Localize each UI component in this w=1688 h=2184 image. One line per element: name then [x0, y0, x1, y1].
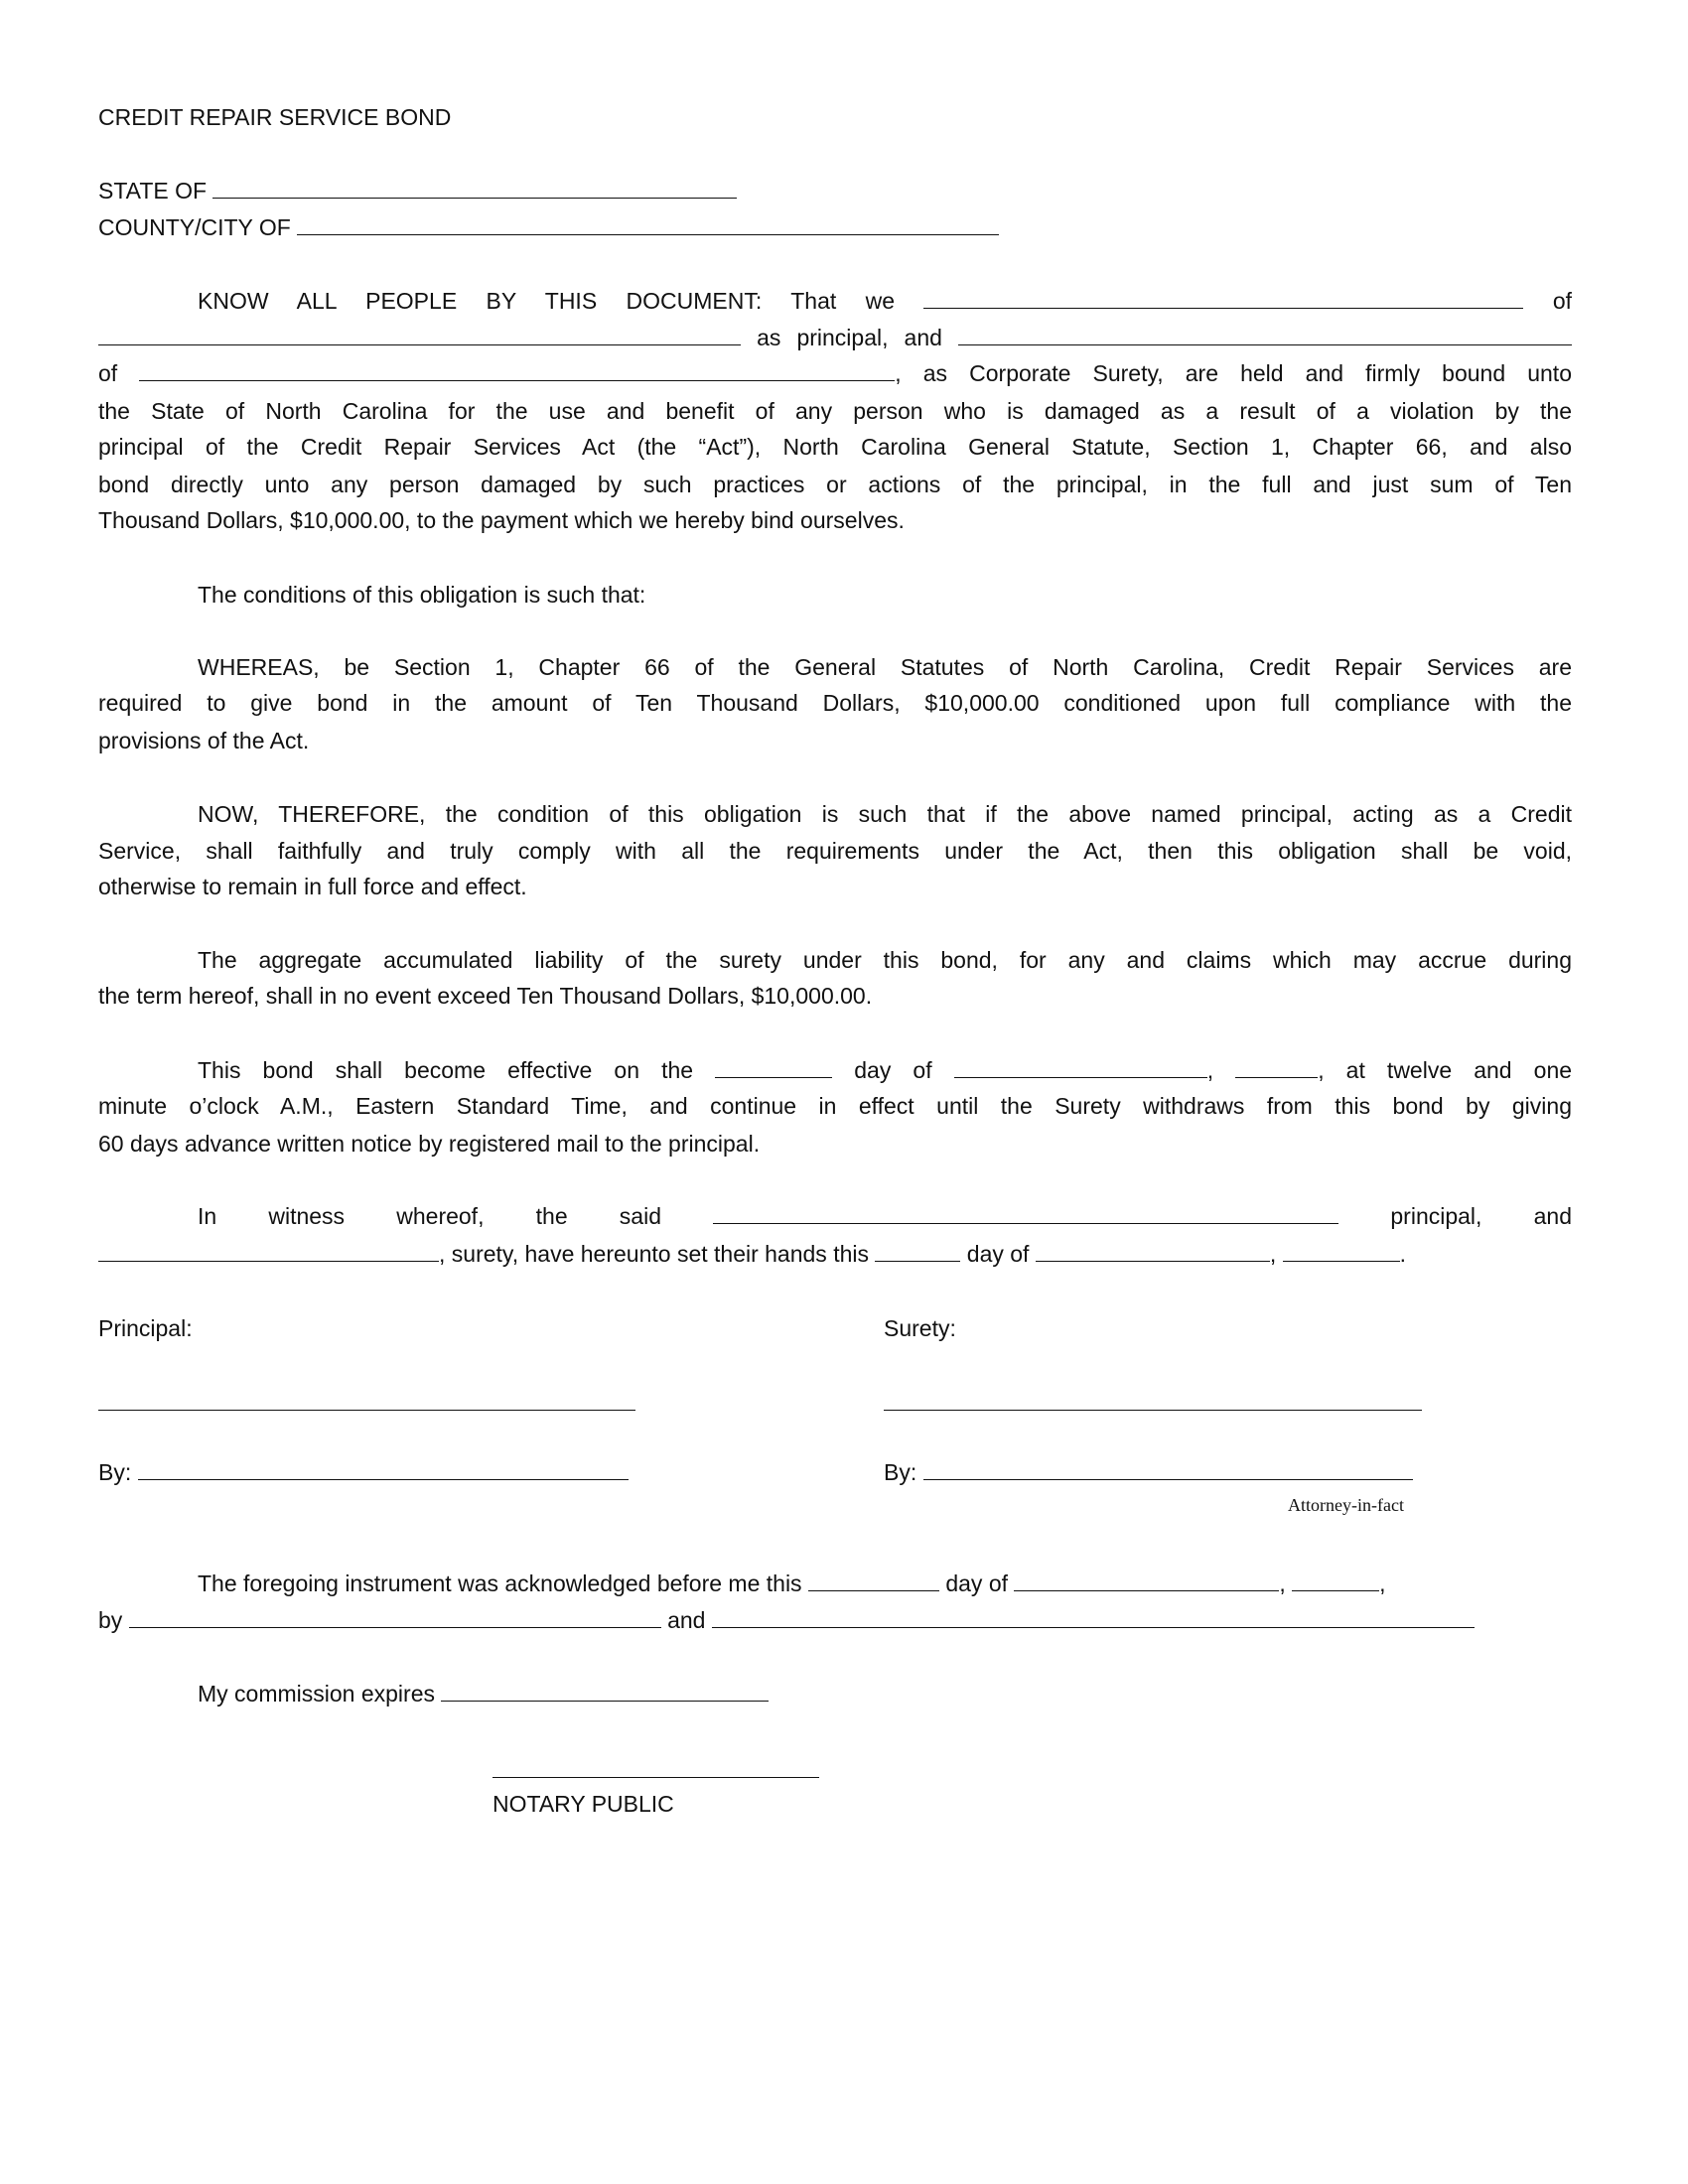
surety-label: Surety:	[884, 1315, 956, 1341]
text: day of	[854, 1057, 932, 1083]
know-line-7: Thousand Dollars, $10,000.00, to the payment which we hereby bind ourselves.	[98, 507, 905, 533]
principal-label: Principal:	[98, 1315, 193, 1341]
principal-address-blank[interactable]	[98, 323, 741, 345]
text: ,	[1206, 1057, 1214, 1083]
county-blank[interactable]	[297, 212, 999, 235]
text: principal, and	[1390, 1203, 1572, 1229]
state-blank[interactable]	[212, 176, 737, 199]
document-title: CREDIT REPAIR SERVICE BOND	[98, 104, 452, 130]
witness-surety-blank[interactable]	[98, 1239, 439, 1262]
by-label: By:	[98, 1459, 132, 1485]
ack-by-blank-2[interactable]	[712, 1605, 1475, 1628]
witness-year-blank[interactable]	[1283, 1239, 1400, 1262]
effective-line-1	[198, 1052, 1572, 1088]
ack-by-blank-1[interactable]	[129, 1605, 661, 1628]
aggregate-line-1: The aggregate accumulated liability of the surety under this bond, for any and claims which may accrue during	[198, 947, 1572, 973]
county-line	[98, 209, 1572, 245]
witness-line-1	[198, 1198, 1572, 1234]
ack-year-blank[interactable]	[1292, 1569, 1379, 1591]
effective-day-blank[interactable]	[715, 1055, 832, 1078]
effective-line-2: minute o’clock A.M., Eastern Standard Time, and continue in effect until the Surety withdraws from this bond by giving	[98, 1093, 1572, 1119]
notary-public-label: NOTARY PUBLIC	[492, 1791, 674, 1817]
effective-month-blank[interactable]	[954, 1055, 1207, 1078]
surety-address-blank[interactable]	[139, 358, 895, 381]
whereas-line-2: required to give bond in the amount of Ten Thousand Dollars, $10,000.00 conditioned upon full compliance with the	[98, 690, 1572, 716]
text: ,	[1379, 1570, 1386, 1596]
text: of	[1552, 288, 1572, 314]
witness-day-blank[interactable]	[875, 1239, 960, 1262]
state-label: STATE OF	[98, 178, 208, 204]
text: My commission expires	[198, 1681, 435, 1706]
conditions-text: The conditions of this obligation is such that:	[198, 582, 646, 608]
attorney-in-fact-label: Attorney-in-fact	[1288, 1495, 1404, 1515]
county-label: COUNTY/CITY OF	[98, 214, 291, 240]
principal-by-blank[interactable]	[138, 1457, 629, 1480]
ack-month-blank[interactable]	[1014, 1569, 1279, 1591]
aggregate-line-2: the term hereof, shall in no event exceed Ten Thousand Dollars, $10,000.00.	[98, 983, 873, 1009]
text: day of	[945, 1570, 1008, 1596]
text: The foregoing instrument was acknowledged before me this	[198, 1570, 802, 1596]
witness-line-2	[98, 1236, 1572, 1272]
notary-line-1	[198, 1566, 1572, 1601]
whereas-line-3: provisions of the Act.	[98, 728, 310, 753]
witness-month-blank[interactable]	[1036, 1239, 1270, 1262]
text: as principal, and	[757, 325, 942, 350]
text: of	[98, 360, 118, 386]
text: , at twelve and one	[1318, 1057, 1572, 1083]
know-line-4: the State of North Carolina for the use and benefit of any person who is damaged as a result of a violation by the	[98, 398, 1572, 424]
text: , as Corporate Surety, are held and firmly bound unto	[895, 360, 1572, 386]
text: ,	[1279, 1570, 1286, 1596]
witness-principal-blank[interactable]	[713, 1201, 1338, 1224]
principal-signature-line[interactable]	[98, 1410, 635, 1411]
notary-signature-line[interactable]	[492, 1777, 819, 1778]
know-line-6: bond directly unto any person damaged by such practices or actions of the principal, in the full and just sum of Ten	[98, 472, 1572, 497]
commission-expires-blank[interactable]	[441, 1679, 769, 1702]
know-line-1	[198, 283, 1572, 319]
text: This bond shall become effective on the	[198, 1057, 694, 1083]
now-line-3: otherwise to remain in full force and effect.	[98, 874, 527, 899]
text: , surety, have hereunto set their hands this	[439, 1241, 869, 1267]
by-label: By:	[884, 1459, 917, 1485]
text: KNOW ALL PEOPLE BY THIS DOCUMENT: That we	[198, 288, 896, 314]
now-line-1: NOW, THEREFORE, the condition of this obligation is such that if the above named principal, acting as a Credit	[198, 801, 1572, 827]
principal-name-blank[interactable]	[923, 286, 1523, 309]
surety-name-blank[interactable]	[958, 323, 1572, 345]
surety-signature-line[interactable]	[884, 1410, 1422, 1411]
commission-line	[198, 1676, 1572, 1711]
text: by	[98, 1607, 123, 1633]
surety-by-line	[884, 1454, 1440, 1490]
principal-by-line	[98, 1454, 654, 1490]
text: and	[667, 1607, 706, 1633]
text: In witness whereof, the said	[198, 1203, 662, 1229]
state-line	[98, 173, 1572, 208]
notary-line-2	[98, 1602, 1572, 1638]
know-line-3	[98, 355, 1572, 391]
text: ,	[1269, 1241, 1277, 1267]
effective-year-blank[interactable]	[1235, 1055, 1318, 1078]
now-line-2: Service, shall faithfully and truly comply with all the requirements under the Act, then this obligation shall be void,	[98, 838, 1572, 864]
whereas-line-1: WHEREAS, be Section 1, Chapter 66 of the General Statutes of North Carolina, Credit Repair Services are	[198, 654, 1572, 680]
know-line-2	[98, 320, 1572, 355]
text: day of	[966, 1241, 1030, 1267]
know-line-5: principal of the Credit Repair Services Act (the “Act”), North Carolina General Statute, Section 1, Chapter 66, and also	[98, 434, 1572, 460]
ack-day-blank[interactable]	[808, 1569, 939, 1591]
surety-by-blank[interactable]	[923, 1457, 1413, 1480]
text: .	[1399, 1241, 1406, 1267]
effective-line-3: 60 days advance written notice by registered mail to the principal.	[98, 1131, 761, 1157]
